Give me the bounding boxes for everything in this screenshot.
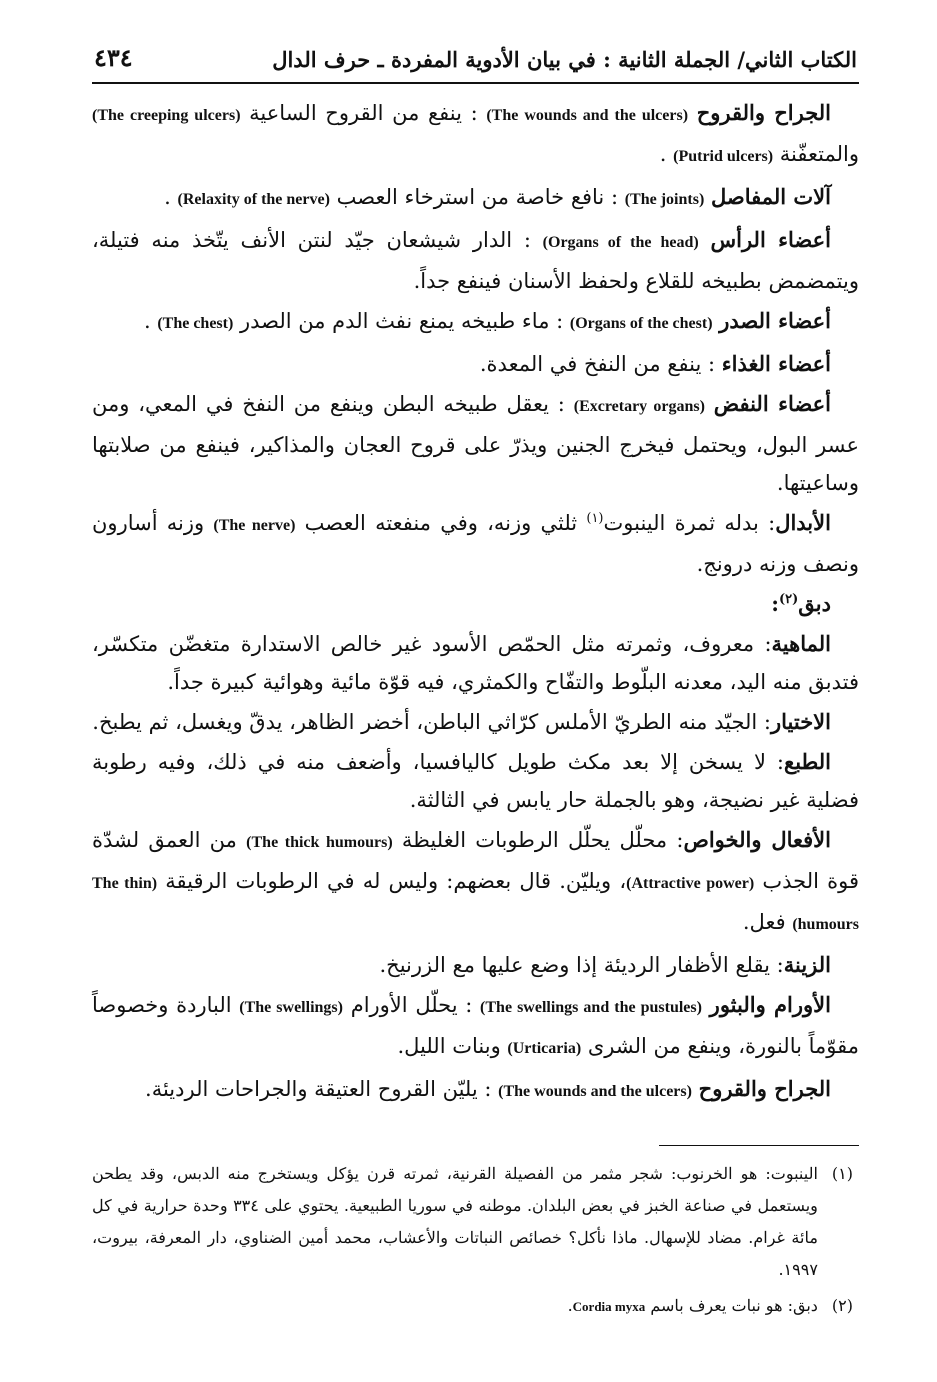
entry-term: الزينة (783, 952, 831, 977)
paragraph (92, 986, 859, 1068)
footnote-ref: (١) (586, 511, 604, 526)
paragraph-text: الباردة وخصوصاً مقوّماً بالنورة، وينفع من الشرى (92, 993, 859, 1058)
running-title: الكتاب الثاني/ الجملة الثانية : في بيان الأدوية المفردة ـ حرف الدال (272, 47, 857, 72)
paragraph-text: : الدار شيشعان جيّد لنتن الأنف يتّخذ منه فتيلة، ويتمضمض بطبيخه للقلاع ولحفظ الأسنان فينفع جداً. (92, 228, 859, 293)
english-gloss: (Organs of the head) (542, 234, 699, 251)
paragraph-text: : ينفع من القروح الساعية (249, 101, 478, 125)
footnote-text-part: دبق: هو نبات يعرف باسم (650, 1296, 818, 1315)
entry-term: آلات المفاصل (710, 184, 831, 209)
footnote (92, 1158, 859, 1286)
english-gloss: (The thin humours) (92, 875, 859, 933)
paragraph (92, 743, 859, 819)
paragraph (92, 178, 859, 219)
footnote-text-part: . (567, 1296, 573, 1315)
paragraph-text: من العمق لشدّة قوة الجذب (92, 828, 859, 893)
section-heading (92, 585, 859, 623)
english-gloss: (Urticaria) (507, 1040, 582, 1057)
paragraph (92, 94, 859, 176)
footnote (92, 1290, 859, 1323)
paragraph (92, 385, 859, 502)
entry-term: الأبدال (775, 510, 831, 535)
paragraph-text: وبنات الليل. (397, 1034, 501, 1058)
section-title: دبق (798, 591, 831, 616)
paragraph-text: : بدله ثمرة الينبوت (603, 511, 776, 535)
paragraph (92, 625, 859, 701)
paragraph (92, 946, 859, 984)
paragraph-text: : يقلع الأظفار الرديئة إذا وضع عليها مع الزرنيخ. (379, 953, 784, 977)
paragraph-text: : الجيّد منه الطريّ الأملس كرّاثي الباطن، أخضر الظاهر، يدقّ ويغسل، ثم يطبخ. (92, 710, 771, 734)
paragraph-text: : معروف، وثمرته مثل الحمّص الأسود غير خالص الاستدارة متغضّن متكسّر، فتدبق منه اليد، معدنه البلّوط والتفّاح والكمثري، فيه قوّة مائية وهوائية كبيرة جداً. (92, 632, 859, 694)
footnote-text (92, 1290, 818, 1323)
footnote-ref: (٢) (778, 592, 799, 607)
english-gloss: (The wounds and the ulcers) (486, 107, 689, 124)
entry-term: أعضاء النفض (713, 391, 831, 416)
paragraph-text: ثلثي وزنه، وفي منفعته العصب (304, 511, 578, 535)
footnote-text: الينبوت: هو الخرنوب: شجر مثمر من الفصيلة القرنية، ثمرته قرن يؤكل ويستخرج منه الدبس، وقد يطحن ويستعمل في صناعة الخبز في بعض البلدان. موطنه في سوريا الطبيعية. يحتوي على ٣٣٤ وحدة حرارية في كل مائة غرام. مضاد للإسهال. ماذا نأكل؟ خصائص النباتات والأعشاب، محمد أمين الضناوي، دار المعرفة، بيروت، ١٩٩٧. (92, 1164, 818, 1279)
paragraph-text: ، ويليّن. قال بعضهم: وليس له في الرطوبات الرقيقة (165, 869, 627, 893)
english-gloss: (Putrid ulcers) (673, 148, 774, 165)
entry-term: الجراح والقروح (696, 100, 832, 125)
paragraph (92, 345, 859, 383)
entry-term: الاختيار (770, 709, 831, 734)
paragraph-text: : محلّل يحلّل الرطوبات الغليظة (401, 828, 684, 852)
english-gloss: (Organs of the chest) (569, 315, 713, 332)
paragraph-text: : ماء طبيخه يمنع نفث الدم من الصدر (239, 309, 564, 333)
footnote-latin-name: Cordia myxa (572, 1299, 646, 1314)
paragraph (92, 221, 859, 300)
entry-term: الأفعال والخواص (683, 827, 831, 852)
footnote-number: (١) (831, 1164, 853, 1183)
entry-term: الأورام والبثور (709, 992, 831, 1017)
paragraph (92, 1070, 859, 1111)
english-gloss: (The wounds and the ulcers) (498, 1083, 692, 1100)
page-header (92, 30, 859, 84)
english-gloss: (The swellings and the pustules) (480, 999, 702, 1016)
paragraph (92, 821, 859, 944)
paragraph-text: : نافع خاصة من استرخاء العصب (336, 185, 619, 209)
paragraph (92, 504, 859, 583)
paragraph-text: : يعقل طبيخه البطن وينفع من النفخ في المعي، ومن عسر البول، ويحتمل فيخرج الجنين ويذرّ على قروح العجان والمذاكير، فينفع من صلابتها وساعيتها. (92, 392, 859, 495)
english-gloss: (The swellings) (239, 999, 343, 1016)
english-gloss: (The chest) (157, 315, 234, 332)
entry-term: الجراح والقروح (698, 1076, 831, 1101)
paragraph-text: : لا يسخن إلا بعد مكث طويل كاليافسيا، وأضعف منه في ذلك، وفيه رطوبة فضلية غير نضيجة، وهو بالجملة حار يابس في الثالثة. (92, 750, 859, 812)
paragraph-text: . (659, 142, 667, 166)
english-gloss: (The creeping ulcers) (92, 107, 241, 124)
english-gloss: (The thick humours) (246, 834, 393, 851)
paragraph-text: فعل. (742, 910, 786, 934)
english-gloss: (Excretary organs) (573, 398, 705, 415)
footnote-number: (٢) (831, 1296, 853, 1315)
english-gloss: (The nerve) (213, 517, 296, 534)
paragraph-text: . (143, 309, 151, 333)
paragraph-text: : ينفع من النفخ في المعدة. (479, 352, 716, 376)
page-body (92, 94, 859, 1323)
english-gloss: (Relaxity of the nerve) (177, 191, 330, 208)
paragraph-text: وزنه أسارون ونصف وزنه درونج. (92, 511, 859, 576)
paragraph-text: : يليّن القروح العتيقة والجراحات الرديئة. (145, 1077, 492, 1101)
entry-term: الطبع (784, 749, 831, 774)
english-gloss: (The joints) (624, 191, 705, 208)
entry-term: أعضاء الرأس (710, 227, 832, 252)
entry-term: الماهية (771, 631, 831, 656)
paragraph (92, 302, 859, 343)
footnote-divider (659, 1145, 859, 1146)
english-gloss: (Attractive power) (626, 875, 755, 892)
section-suffix: : (771, 591, 779, 616)
page-number: ٤٣٤ (94, 43, 133, 72)
paragraph (92, 703, 859, 741)
entry-term: أعضاء الغذاء (721, 351, 831, 376)
paragraph-text: والمتعفّنة (779, 142, 859, 166)
paragraph-text: : يحلّل الأورام (350, 993, 473, 1017)
entry-term: أعضاء الصدر (719, 308, 831, 333)
paragraph-text: . (164, 185, 171, 209)
